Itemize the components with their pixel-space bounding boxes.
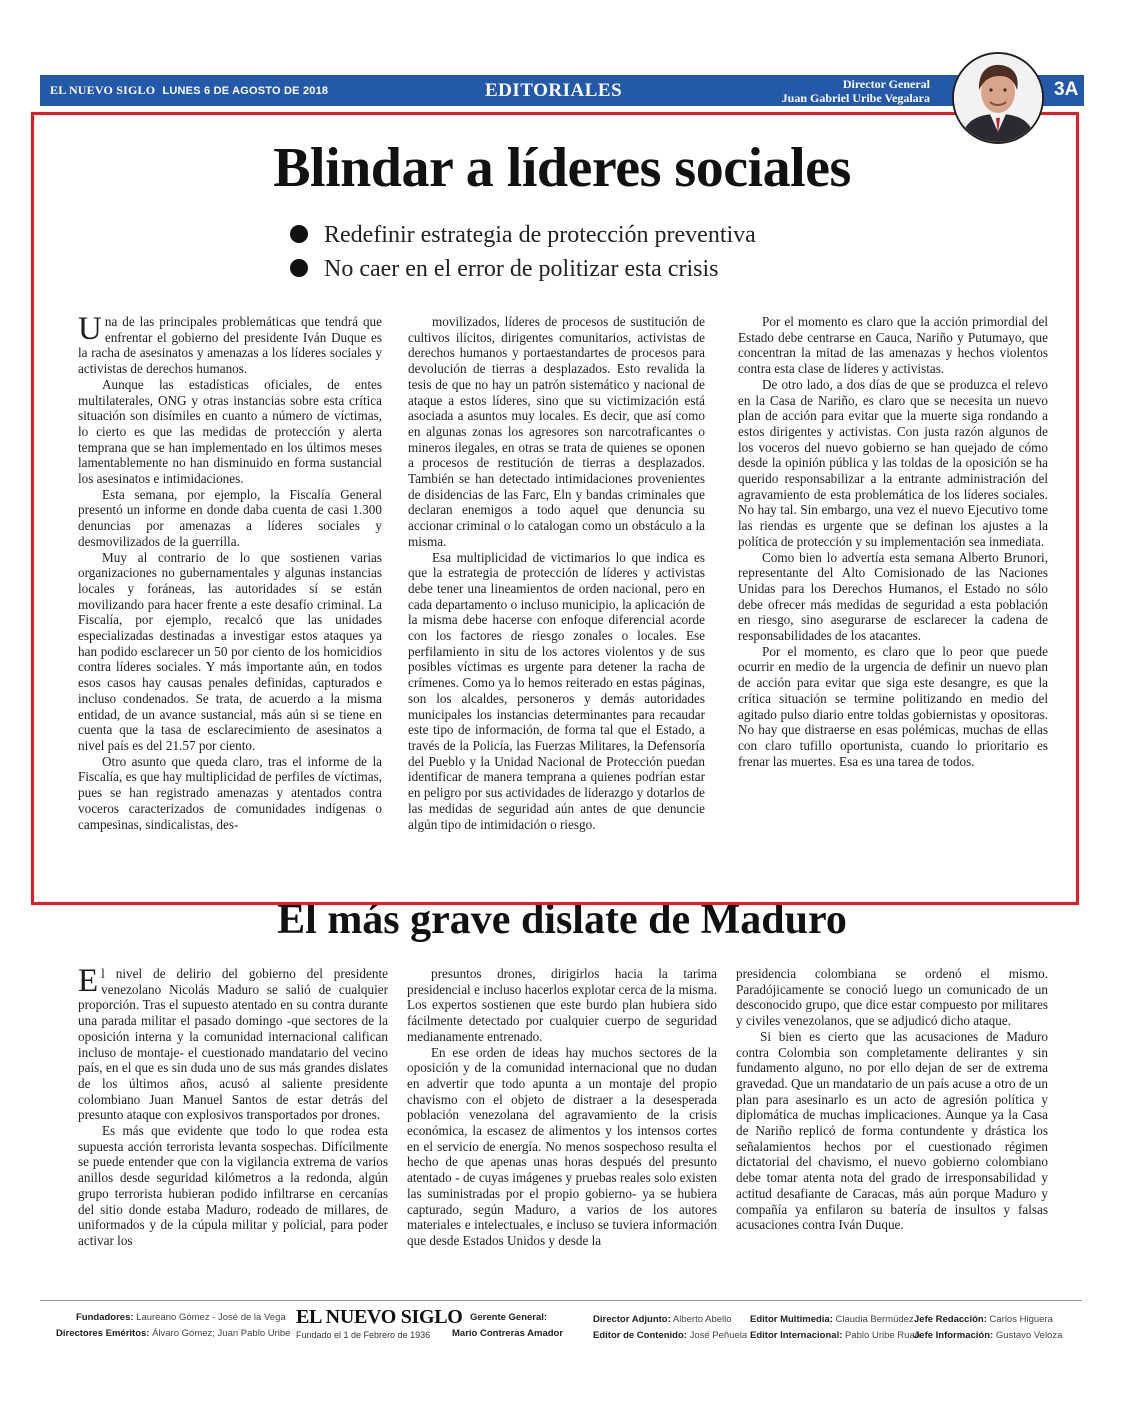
page-number: 3A bbox=[1054, 79, 1079, 100]
footer-value: Gustavo Veloza bbox=[995, 1330, 1063, 1341]
footer-value: Claudia Bermúdez bbox=[835, 1314, 914, 1325]
article-paragraph bbox=[738, 644, 1048, 770]
paragraph-text: Como bien lo advertía esta semana Alberto Brunori, representante del Alto Comisionado de las Naciones Unidas para los Derechos Humanos, el Estado no sólo debe ofrecer más medidas de seguridad a esta población en riesgo, sino asegurarse de esclarecer la cadena de responsabilidades de los atacantes. bbox=[738, 549, 1048, 644]
drop-cap: U bbox=[78, 311, 102, 347]
director-credit bbox=[744, 77, 930, 105]
paragraph-text: movilizados, líderes de procesos de sustitución de cultivos ilícitos, dirigentes comunitarios, activistas de derechos humanos y portaestandartes de procesos para devolución de tierras a desplazados. Esto revalida la tesis de que no hay un patrón sistemático y nacional de ataque a estos líderes, sino que su victimización está asociada a asuntos muy locales. Es decir, que así como en algunas zonas los agresores son narcotraficantes o mineros ilegales, en otras se trata de quienes se oponen a procesos de restitución de tierras a desplazados. También se han detectado intimidaciones provenientes de disidencias de las Farc, Eln y bandas criminales que declaran enemigos a todo aquel que denuncia su accionar criminal o lo catalogan como un obstáculo a la misma. bbox=[408, 314, 705, 549]
paragraph-text: En ese orden de ideas hay muchos sectores de la oposición y de la comunidad internacional que no dudan en advertir que todo apunta a un montaje del propio chavismo con el objeto de distraer a la desesperada población venezolana del agravamiento de la crisis económica, la escasez de alimentos y los intensos cortes en el servicio de energía. No menos sospechoso resulta el hecho de que apenas unas horas después del presunto atentado - de cuyas imágenes y pruebas reales solo existen las suministradas por el propio gobierno- ya se hubiera capturado, según Maduro, a varios de los autores materiales e intelectuales, e incluso se tuviera información que desde Estados Unidos y desde la bbox=[407, 1044, 717, 1248]
subhead-text: No caer en el error de politizar esta crisis bbox=[324, 256, 719, 282]
footer-value: Mario Contreras Amador bbox=[452, 1328, 564, 1339]
article-paragraph bbox=[78, 487, 382, 550]
footer-emeritus bbox=[56, 1328, 290, 1339]
editorial-subhead bbox=[290, 256, 718, 283]
paragraph-text: Es más que evidente que todo lo que rodea esta supuesta acción terrorista levanta sospechas. Difícilmente se puede entender que con la vigilancia extrema de varios anillos desde seguridad kilómetros a la redonda, algún grupo terrorista hubieran podido infiltrarse en cercanías del sitio donde estaba Maduro, rodeado de millares, de uniformados y de la cúpula militar y policial, para poder activar los bbox=[78, 1123, 388, 1248]
paragraph-text: presidencia colombiana se ordenó el mismo. Paradójicamente se conoció luego un comunicado de un desconocido grupo, que dice estar compuesto por militares y civiles venezolanos, que se adjudicó dicho ataque. bbox=[736, 966, 1048, 1029]
article-paragraph bbox=[78, 311, 382, 377]
article-paragraph bbox=[78, 550, 382, 754]
footer-divider bbox=[40, 1300, 1082, 1301]
article-paragraph bbox=[78, 377, 382, 487]
article-paragraph bbox=[738, 377, 1048, 550]
article-paragraph bbox=[736, 966, 1048, 1029]
article-paragraph bbox=[407, 1045, 717, 1249]
footer-value: Laureano Gómez - José de la Vega bbox=[136, 1312, 286, 1323]
drop-cap: E bbox=[78, 963, 99, 999]
footer-label: Jefe Redacción: bbox=[914, 1314, 987, 1325]
editorial-title: Blindar a líderes sociales bbox=[273, 137, 851, 199]
article-paragraph bbox=[78, 963, 388, 1123]
footer-value: Pablo Uribe Ruan bbox=[845, 1330, 921, 1341]
paragraph-text: Muy al contrario de lo que sostienen varias organizaciones no gubernamentales y algunas instancias locales y foráneas, las autoridades sí se están movilizando para hacer frente a este desafío criminal. La Fiscalía, por ejemplo, recalcó que las unidades especializadas destinadas a investigar estos ataques ya han podido esclarecer un 50 por ciento de los homicidios contra líderes sociales. Y más importante aún, en todos esos casos hay causas penales definidas, capturados e incluso condenados. Se trata, de acuerdo a la misma entidad, de un avance sustancial, más aún si se tiene en cuenta que la tasa de esclarecimiento de asesinatos a nivel país es del 21.57 por ciento. bbox=[78, 549, 382, 753]
article-column bbox=[407, 966, 717, 1249]
article-paragraph bbox=[78, 754, 382, 833]
footer-label: Directores Eméritos: bbox=[56, 1328, 150, 1339]
footer-multimedia-editor bbox=[750, 1314, 914, 1325]
paragraph-text: l nivel de delirio del gobierno del presidente venezolano Nicolás Maduro se salió de cualquier proporción. Tras el supuesto atentado en su contra durante una parada militar el pasado domingo -que sectores de la oposición interna y la comunidad internacional califican incluso de montaje- el cuestionado mandatario del vecino país, en el que es sin duda uno de sus más grandes dislates de los últimos años, acusó al saliente presidente colombiano Juan Manuel Santos de estar detrás del presunto ataque con explosivos transportados por drones. bbox=[78, 966, 388, 1123]
footer-information-chief bbox=[914, 1330, 1062, 1341]
bullet-icon bbox=[290, 259, 308, 277]
paragraph-text: presuntos drones, dirigirlos hacia la tarima presidencial e incluso hacerlos explotar cerca de la misma. Los expertos sostienen que este burdo plan hubiera sido fácilmente detectado por cualquier cuerpo de seguridad medianamente entrenado. bbox=[407, 966, 717, 1044]
portrait-illustration bbox=[954, 54, 1042, 142]
paragraph-text: De otro lado, a dos días de que se produzca el relevo en la Casa de Nariño, es claro que se necesita un nuevo plan de acción para evitar que la muerte siga rondando a estos dirigentes y activistas. Con justa razón algunos de los voceros del nuevo gobierno se han quejado de cómo desde la opinión pública y las toldas de la oposición se ha querido responsabilizar a la entrante administración del agravamiento de esta problemática de los líderes sociales. No hay tal. Sin embargo, una vez el nuevo Ejecutivo tome las riendas es urgente que se definan los ajustes a la política de protección y su implementación sea inmediata. bbox=[738, 376, 1048, 549]
director-title: Director General bbox=[842, 77, 930, 91]
bullet-icon bbox=[290, 225, 308, 243]
masthead-dateline bbox=[50, 83, 328, 98]
paragraph-text: Esta semana, por ejemplo, la Fiscalía General presentó un informe en donde daba cuenta de casi 1.300 denuncias por amenazas a líderes sociales y desmovilizados de la guerrilla. bbox=[78, 486, 382, 549]
paper-name: EL NUEVO SIGLO bbox=[50, 83, 156, 97]
footer-label: Jefe Información: bbox=[914, 1330, 994, 1341]
section-title: EDITORIALES bbox=[485, 80, 623, 101]
footer-content-editor bbox=[593, 1330, 747, 1341]
footer-adjunct bbox=[593, 1314, 732, 1325]
article-column bbox=[408, 314, 705, 832]
footer-logo: EL NUEVO SIGLO bbox=[296, 1306, 463, 1328]
article-paragraph bbox=[408, 314, 705, 550]
paragraph-text: Otro asunto que queda claro, tras el informe de la Fiscalía, es que hay multiplicidad de perfiles de víctimas, pues se han registrado amenazas y atentados contra voceros caracterizados de comunidades indígenas o campesinas, sindicalistas, des- bbox=[78, 753, 382, 832]
editorial-subhead bbox=[290, 222, 756, 249]
subhead-text: Redefinir estrategia de protección preventiva bbox=[324, 222, 756, 248]
article-column bbox=[78, 963, 388, 1249]
footer-founded: Fundado el 1 de Febrero de 1936 bbox=[296, 1330, 431, 1340]
paragraph-text: Esa multiplicidad de victimarios lo que indica es que la estrategia de protección de líderes y activistas debe tener una lineamientos de orden nacional, pero en cada departamento o incluso municipio, la aplicación de la misma debe hacerse con enfoque diferencial acorde con los factores de riesgo zonales o locales. Ese perfilamiento in situ de los actores violentos y de sus posibles víctimas es urgente para detener la racha de crímenes. Como ya lo hemos reiterado en estas páginas, son los alcaldes, personeros y demás autoridades municipales los instancias determinantes para recaudar este tipo de información, de forma tal que el Estado, a través de la Policía, las Fuerzas Militares, la Defensoría del Pueblo y la Unidad Nacional de Protección puedan identificar de manera temprana a quienes podrían estar en peligro por sus actividades de liderazgo y dotarlos de las medidas de seguridad aún antes de que denuncie algún tipo de intimidación o riesgo. bbox=[408, 549, 705, 832]
footer-value: Álvaro Gómez; Juan Pablo Uribe bbox=[152, 1328, 291, 1339]
footer-label: Editor Multimedia: bbox=[750, 1314, 833, 1325]
article-paragraph bbox=[736, 1029, 1048, 1233]
footer-label: Director Adjunto: bbox=[593, 1314, 671, 1325]
article-paragraph bbox=[407, 966, 717, 1045]
issue-date: LUNES 6 DE AGOSTO DE 2018 bbox=[162, 85, 329, 97]
article-paragraph bbox=[78, 1123, 388, 1249]
article-paragraph bbox=[738, 550, 1048, 644]
footer-manager-label bbox=[470, 1312, 547, 1323]
article-column bbox=[738, 314, 1048, 769]
footer-label: Editor de Contenido: bbox=[593, 1330, 687, 1341]
article-paragraph bbox=[738, 314, 1048, 377]
editorial-title: El más grave dislate de Maduro bbox=[277, 897, 847, 943]
paragraph-text: na de las principales problemáticas que tendrá que enfrentar el gobierno del presidente Iván Duque es la racha de asesinatos y amenazas a los líderes sociales y activistas de derechos humanos. bbox=[78, 314, 382, 377]
article-paragraph bbox=[408, 550, 705, 833]
footer-value: Carlos Higuera bbox=[989, 1314, 1053, 1325]
footer-label: Gerente General: bbox=[470, 1312, 548, 1323]
article-column bbox=[736, 966, 1048, 1233]
footer-value: Alberto Abello bbox=[672, 1314, 732, 1325]
paragraph-text: Si bien es cierto que las acusaciones de Maduro contra Colombia son completamente delirantes y sin fundamento alguno, no por ello dejan de ser de extrema gravedad. Que un mandatario de un país acuse a otro de un plan para asesinarlo es un acto de agresión política y diplomática de muchas implicaciones. Aunque ya la Casa de Nariño replicó de forma contundente y drástica los señalamientos hechos por el cuestionado régimen dictatorial del chavismo, el nuevo gobierno colombiano debe tomar atenta nota del grado de irresponsabilidad y actitud desafiante de Caracas, más aún porque Maduro y compañía ya enfilaron su batería de insultos y falsas acusaciones contra Iván Duque. bbox=[736, 1028, 1048, 1233]
footer-label: Fundadores: bbox=[76, 1312, 134, 1323]
paragraph-text: Por el momento, es claro que lo peor que puede ocurrir en medio de la urgencia de definir un nuevo plan de acción para evitar que siga este desangre, es que la crítica situación se termine politizando en medio del agitado pulso diario entre toldas gobiernistas y opositoras. No hay que distraerse en esas polémicas, muchas de ellas con claro tufillo oportunista, cuando lo prioritario es frenar las muertes. Esa es una tarea de todos. bbox=[738, 643, 1048, 769]
footer-founders bbox=[76, 1312, 286, 1323]
footer-international-editor bbox=[750, 1330, 920, 1341]
paragraph-text: Aunque las estadísticas oficiales, de entes multilaterales, ONG y otras instancias sobre esta crítica situación son disímiles en cuanto a número de víctimas, lo cierto es que las medidas de protección y alerta temprana que se han implementado en los últimos meses lamentablemente no han disminuido en forma sustancial los asesinatos e intimidaciones. bbox=[78, 376, 382, 487]
section-header-band bbox=[40, 75, 1084, 106]
footer-value: José Peñuela bbox=[689, 1330, 748, 1341]
footer-newsroom-chief bbox=[914, 1314, 1053, 1325]
director-portrait bbox=[952, 52, 1044, 144]
footer-label: Editor Internacional: bbox=[750, 1330, 843, 1341]
director-name: Juan Gabriel Uribe Vegalara bbox=[781, 91, 930, 105]
article-column bbox=[78, 311, 382, 832]
footer-manager bbox=[452, 1328, 563, 1339]
paragraph-text: Por el momento es claro que la acción primordial del Estado debe centrarse en Cauca, Nariño y Putumayo, que concentran la mitad de las amenazas y hechos violentos contra esta clase de líderes y activistas. bbox=[738, 314, 1048, 377]
